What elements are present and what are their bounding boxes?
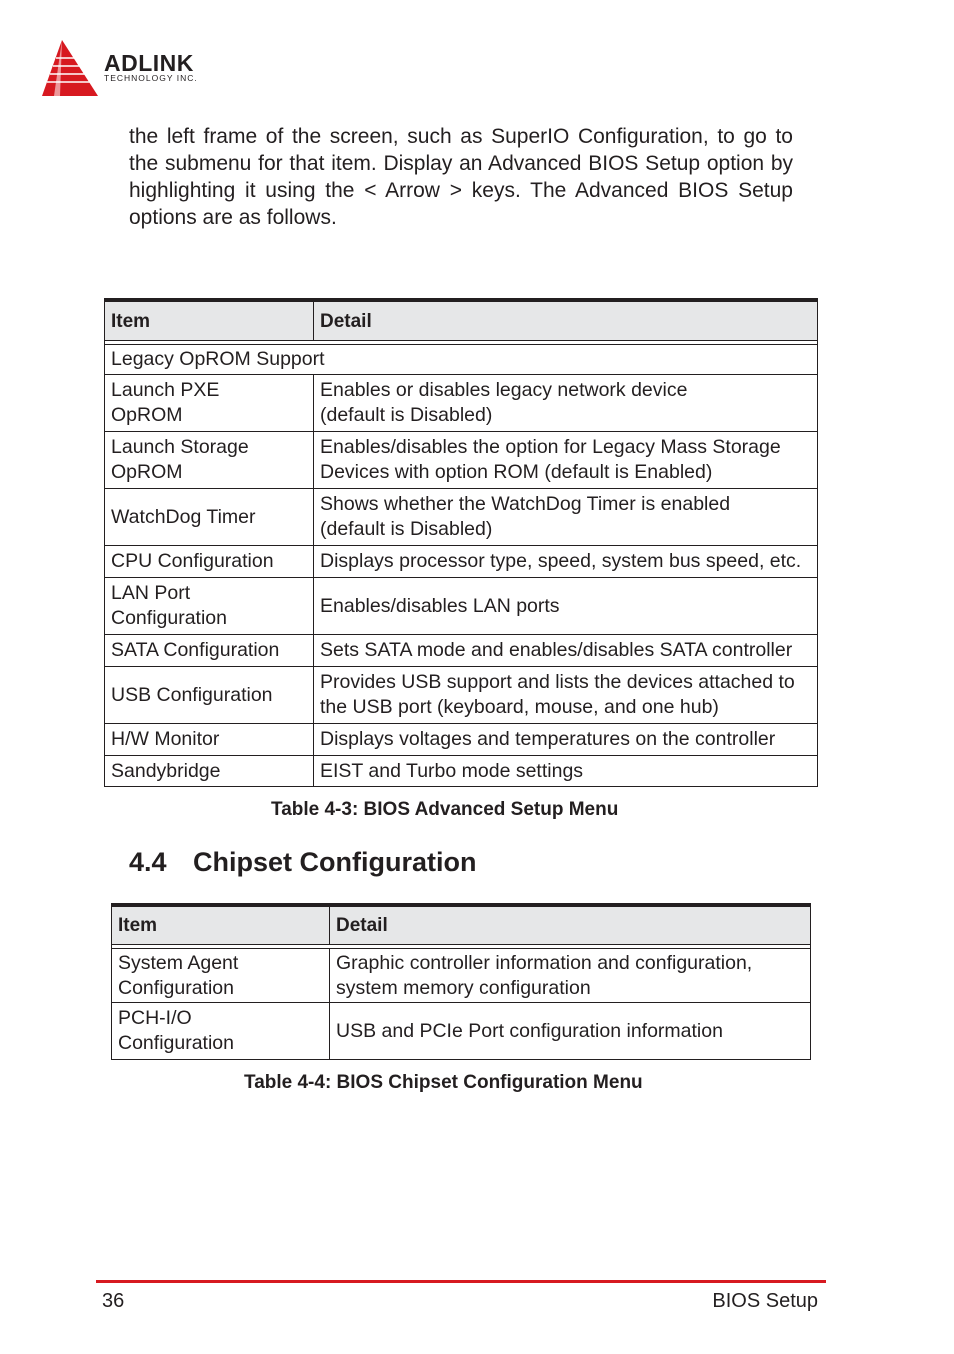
intro-paragraph: the left frame of the screen, such as SuperIO Configuration, to go to the submenu for that item. Display an Advanced BIOS Setup option by highlighting it using the < Arrow > keys. The Advanced BIOS Setup options are as follows. <box>129 125 793 229</box>
table-row <box>105 635 818 667</box>
bios-advanced-table <box>104 298 818 787</box>
row-detail: EIST and Turbo mode settings <box>314 756 818 787</box>
page-number: 36 <box>102 1290 125 1312</box>
header-item: Item <box>112 905 330 945</box>
section-heading <box>129 847 476 878</box>
logo-wordmark: ADLINK <box>104 50 194 76</box>
table-row <box>105 375 818 432</box>
header-item: Item <box>105 300 314 341</box>
table-row <box>105 667 818 724</box>
row-item: SATA Configuration <box>105 635 314 667</box>
footer-divider <box>96 1280 826 1283</box>
row-detail: Provides USB support and lists the devices attached to the USB port (keyboard, mouse, and one hub) <box>314 667 818 724</box>
row-detail: Displays voltages and temperatures on the controller <box>314 724 818 756</box>
logo-subtitle: TECHNOLOGY INC. <box>104 73 198 83</box>
row-item: USB Configuration <box>105 667 314 724</box>
row-detail: USB and PCIe Port configuration information <box>330 1003 811 1060</box>
footer-section-name: BIOS Setup <box>712 1290 818 1312</box>
row-item: H/W Monitor <box>105 724 314 756</box>
header-detail: Detail <box>330 905 811 945</box>
table-row <box>105 724 818 756</box>
table-row <box>112 1003 811 1060</box>
row-item: CPU Configuration <box>105 546 314 578</box>
row-item: Launch PXE OpROM <box>105 375 314 432</box>
bios-chipset-table <box>111 903 811 1060</box>
group-label: Legacy OpROM Support <box>105 345 818 375</box>
row-detail: Enables/disables LAN ports <box>314 578 818 635</box>
row-item: PCH-I/O Configuration <box>112 1003 330 1060</box>
row-item: LAN Port Configuration <box>105 578 314 635</box>
row-item: WatchDog Timer <box>105 489 314 546</box>
table2-caption: Table 4-4: BIOS Chipset Configuration Menu <box>244 1072 643 1093</box>
row-detail: Enables or disables legacy network device (default is Disabled) <box>314 375 818 432</box>
table-row <box>105 432 818 489</box>
section-title: Chipset Configuration <box>193 847 477 877</box>
table-row <box>105 546 818 578</box>
table1-caption: Table 4-3: BIOS Advanced Setup Menu <box>271 799 619 820</box>
row-detail: Sets SATA mode and enables/disables SATA controller <box>314 635 818 667</box>
section-number: 4.4 <box>129 847 167 877</box>
table-row <box>105 756 818 787</box>
row-item: Sandybridge <box>105 756 314 787</box>
row-detail: Enables/disables the option for Legacy Mass Storage Devices with option ROM (default is Enabled) <box>314 432 818 489</box>
table-header-row <box>105 300 818 341</box>
table-row <box>105 489 818 546</box>
row-item: System Agent Configuration <box>112 949 330 1003</box>
row-detail: Shows whether the WatchDog Timer is enabled (default is Disabled) <box>314 489 818 546</box>
row-item: Launch Storage OpROM <box>105 432 314 489</box>
table-row <box>105 578 818 635</box>
row-detail: Displays processor type, speed, system bus speed, etc. <box>314 546 818 578</box>
header-detail: Detail <box>314 300 818 341</box>
table-header-row <box>112 905 811 945</box>
table-row <box>112 949 811 1003</box>
adlink-logo <box>38 38 238 100</box>
adlink-triangle-icon <box>38 38 100 100</box>
table-group-row <box>105 345 818 375</box>
row-detail: Graphic controller information and configuration, system memory configuration <box>330 949 811 1003</box>
